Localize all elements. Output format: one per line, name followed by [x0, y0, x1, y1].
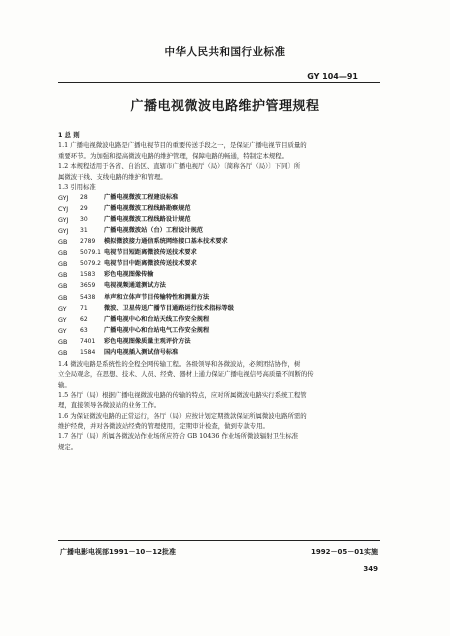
paragraph-line: 1.5 各厅（局）根据广播电视微波电路的传输的特点，应对所属微波电路实行系统工程管: [58, 390, 307, 399]
paragraph-line: 1.1 广播电视微波电路是广播电视节目的重要传送手段之一，是保证广播电视节目质量的: [58, 141, 307, 150]
paragraph-line: 1.3 引用标准: [58, 182, 96, 191]
paragraph-line: 1.2 本规程适用于各省、自治区、直辖市广播电视厅（局）〔简称各厅（局）〕下同〕所: [58, 162, 301, 171]
reference-item: GB 7401 彩色电视图像质量主观评价方法: [58, 337, 191, 346]
reference-item: CYJ 29 广播电视微波工程线路勘察规范: [58, 204, 191, 213]
header-rule: [58, 82, 380, 83]
footer-rule: [58, 540, 380, 541]
reference-item: GB 1583 彩色电视图像传输: [58, 271, 154, 280]
reference-item: GYJ 30 广播电视微波工程线路设计规范: [58, 215, 191, 224]
document-body: [58, 130, 380, 452]
reference-item: GB 5079.1 电视节目短距离微波传送技术要求: [58, 249, 197, 258]
reference-item: GYJ 31 广播电视微波站（台）工程设计规范: [58, 226, 203, 235]
paragraph-line: 1.4 微波电路是系统性的全程全网传输工程。各级领导和各微波站，必须团结协作，树: [58, 359, 301, 368]
reference-item: GB 5438 单声和立体声节目传输特性和测量方法: [58, 293, 210, 302]
paragraph-line: 1.7 各厅（局）所属各微波站作业场所应符合 GB 10436 作业场所微波辐射卫生标准: [58, 432, 299, 441]
reference-item: GY 71 微波、卫星传送广播节目通路运行技术指标等级: [58, 304, 234, 313]
reference-item: GB 3659 电视视频通道测试方法: [58, 282, 166, 291]
paragraph-line: 属微波干线、支线电路的维护和管理。: [58, 172, 167, 181]
reference-list: [58, 192, 380, 358]
reference-item: GY 62 广播电视中心和台站天线工作安全规程: [58, 315, 210, 324]
document-title: 广播电视微波电路维护管理规程: [130, 99, 320, 114]
effective-date: 1992－05－01实施: [311, 548, 378, 556]
standard-category-title: 中华人民共和国行业标准: [164, 46, 286, 58]
standard-code: GY 104—91: [307, 72, 358, 81]
reference-item: GY 63 广播电视中心和台站电气工作安全规程: [58, 326, 210, 335]
reference-item: GB 5079.2 电视节目中距离微波传送技术要求: [58, 260, 197, 269]
reference-item: GB 1584 国内电视插入测试信号标准: [58, 349, 179, 357]
paragraph-line: 理，直接领导各微波站的业务工作。: [58, 401, 161, 410]
paragraph-line: 立全局观念，在思想、技术、人员、经费、器材上通力保证广播电视信号高质量不间断的传: [58, 370, 314, 379]
reference-item: GB 2789 模拟微波接力通信系统网络接口基本技术要求: [58, 238, 228, 247]
page-number: 349: [363, 565, 378, 573]
approval-date: 广播电影电视部1991－10－12批准: [60, 548, 176, 556]
reference-item: GYJ 28 广播电视微波工程建设标准: [58, 193, 179, 202]
section-heading: 1 总 则: [58, 131, 80, 139]
paragraph-line: 输。: [58, 380, 71, 389]
paragraph-line: 1.6 为保证微波电路的正常运行，各厅（局）应按计划定期拨款保证所属微波电路所需的: [58, 411, 307, 420]
paragraph-line: 维护经费，并对各微波站经费的管理使用，定期审计检查，做到专款专用。: [58, 422, 269, 431]
paragraph-line: 规定。: [58, 442, 78, 451]
paragraph-line: 重要环节。为加强和提高微波电路的维护管理，保障电路的畅通，特制定本规程。: [58, 151, 289, 160]
